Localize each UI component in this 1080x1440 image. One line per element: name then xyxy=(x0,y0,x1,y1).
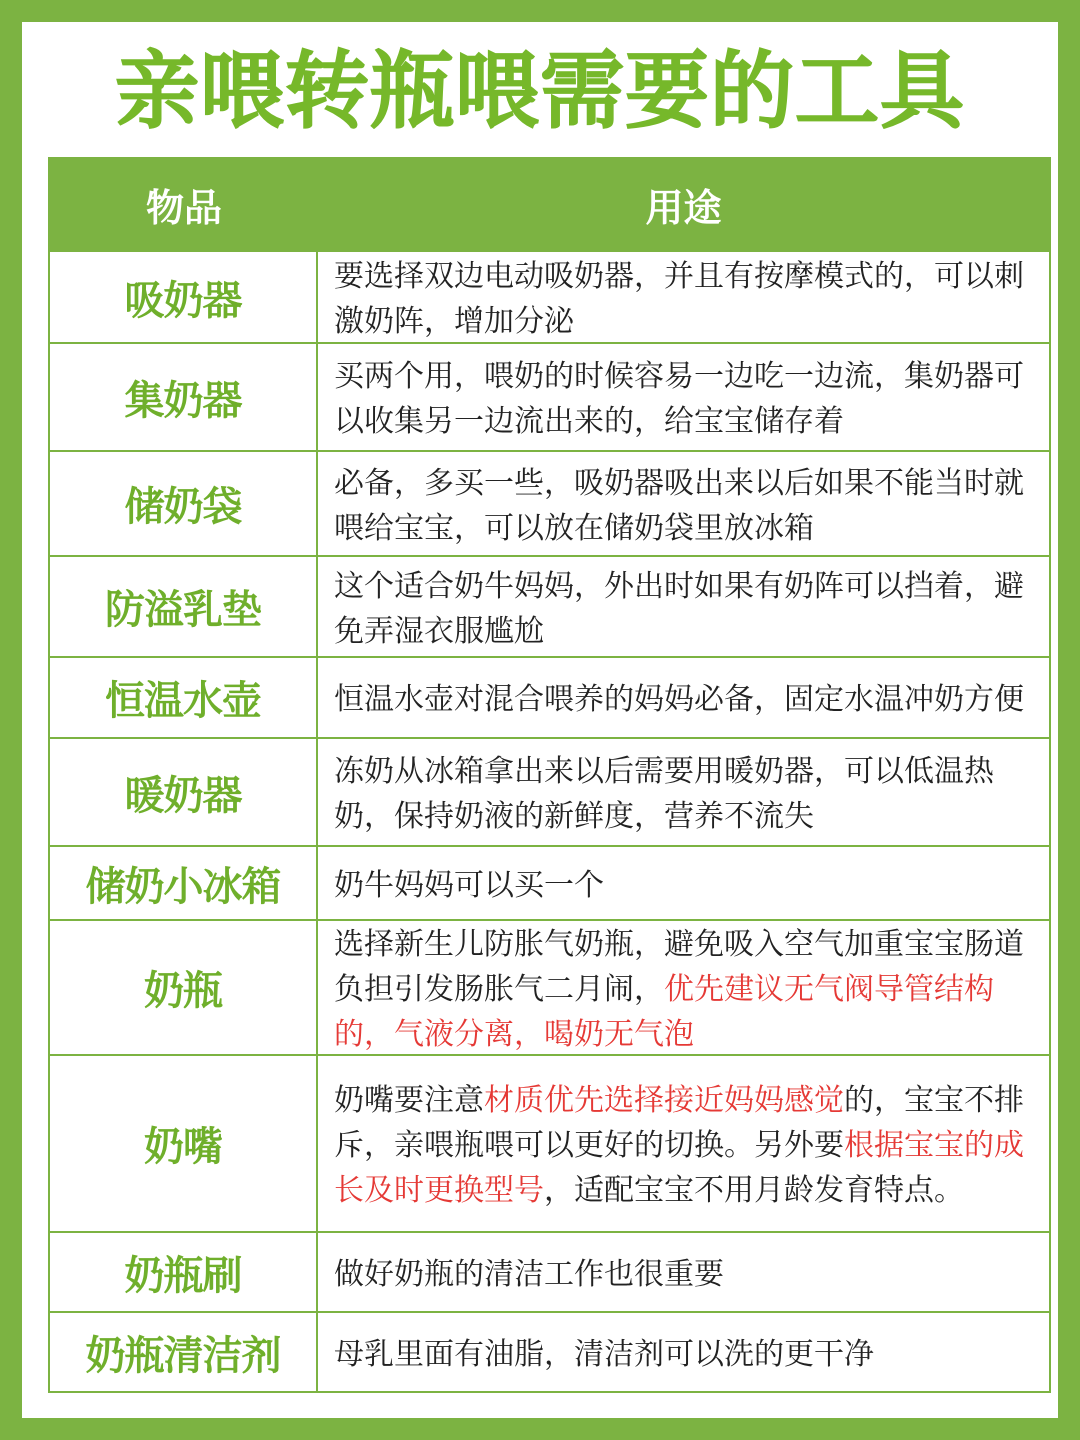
item-name: 奶嘴 xyxy=(50,1056,318,1231)
table-row xyxy=(50,1054,1049,1231)
item-use xyxy=(318,739,1049,845)
item-name: 集奶器 xyxy=(50,344,318,450)
use-text-segment: 冻奶从冰箱拿出来以后需要用暖奶器，可以低温热奶，保持奶液的新鲜度，营养不流失 xyxy=(334,754,994,834)
item-use xyxy=(318,252,1049,342)
table-header xyxy=(50,159,1049,250)
item-name: 奶瓶清洁剂 xyxy=(50,1313,318,1391)
use-text xyxy=(334,1332,874,1377)
use-text-segment: 做好奶瓶的清洁工作也很重要 xyxy=(334,1256,724,1292)
item-use xyxy=(318,1313,1049,1391)
page-title: 亲喂转瓶喂需要的工具 xyxy=(114,42,965,140)
header-use-column: 用途 xyxy=(645,186,722,230)
item-name: 防溢乳垫 xyxy=(50,557,318,656)
tools-table xyxy=(48,157,1051,1393)
item-use xyxy=(318,1056,1049,1231)
use-text-segment: 买两个用，喂奶的时候容易一边吃一边流，集奶器可以收集另一边流出来的，给宝宝储存着 xyxy=(334,359,1024,439)
table-row xyxy=(50,919,1049,1054)
use-text-segment: 恒温水壶对混合喂养的妈妈必备，固定水温冲奶方便 xyxy=(334,682,1024,717)
use-text xyxy=(334,863,604,908)
item-name: 吸奶器 xyxy=(50,252,318,342)
item-use xyxy=(318,658,1049,737)
use-text-segment: 这个适合奶牛妈妈，外出时如果有奶阵可以挡着，避免弄湿衣服尴尬 xyxy=(334,568,1024,649)
table-row xyxy=(50,737,1049,845)
item-use xyxy=(318,847,1049,919)
item-name: 奶瓶刷 xyxy=(50,1233,318,1311)
item-name: 储奶袋 xyxy=(50,452,318,555)
item-use xyxy=(318,344,1049,450)
table-row xyxy=(50,342,1049,450)
use-text xyxy=(334,1252,724,1297)
highlight-text: 材质优先选择接近妈妈感觉 xyxy=(484,1083,844,1118)
header-item-column: 物品 xyxy=(145,186,222,230)
table-row xyxy=(50,555,1049,656)
table-row xyxy=(50,656,1049,737)
use-text xyxy=(334,749,1031,839)
use-text xyxy=(334,922,1031,1057)
table-row xyxy=(50,845,1049,919)
use-text-segment: 要选择双边电动吸奶器，并且有按摩模式的，可以刺激奶阵，增加分泌 xyxy=(334,259,1024,339)
use-text xyxy=(334,677,1024,722)
highlight-text: 优先建议无气阀导管结构的，气液分离，喝奶无气泡 xyxy=(334,972,994,1052)
item-use xyxy=(318,921,1049,1054)
use-text xyxy=(334,1078,1031,1213)
item-name: 恒温水壶 xyxy=(50,658,318,737)
item-use xyxy=(318,557,1049,656)
use-text xyxy=(334,254,1031,344)
use-text xyxy=(334,461,1031,551)
highlight-text: 根据宝宝的成长及时更换型号 xyxy=(334,1128,1024,1208)
item-use xyxy=(318,1233,1049,1311)
table-row xyxy=(50,250,1049,342)
use-text-segment: 奶嘴要注意 xyxy=(334,1083,484,1118)
table-row xyxy=(50,450,1049,555)
use-text-segment: 选择新生儿防胀气奶瓶，避免吸入空气加重宝宝肠道负担引发肠胀气二月闹， xyxy=(334,927,1024,1007)
item-name: 储奶小冰箱 xyxy=(50,847,318,919)
use-text xyxy=(334,564,1031,654)
item-use xyxy=(318,452,1049,555)
use-text-segment: 母乳里面有油脂，清洁剂可以洗的更干净 xyxy=(334,1336,874,1372)
use-text-segment: 的，宝宝不排斥，亲喂瓶喂可以更好的切换。另外要 xyxy=(334,1083,1024,1163)
item-name: 奶瓶 xyxy=(50,921,318,1054)
use-text-segment: 奶牛妈妈可以买一个 xyxy=(334,867,604,903)
table-row xyxy=(50,1231,1049,1311)
use-text-segment: ，适配宝宝不用月龄发育特点。 xyxy=(544,1173,964,1208)
use-text xyxy=(334,354,1031,444)
item-name: 暖奶器 xyxy=(50,739,318,845)
table-body xyxy=(50,250,1049,1391)
table-row xyxy=(50,1311,1049,1391)
use-text-segment: 必备，多买一些，吸奶器吸出来以后如果不能当时就喂给宝宝，可以放在储奶袋里放冰箱 xyxy=(334,465,1024,546)
